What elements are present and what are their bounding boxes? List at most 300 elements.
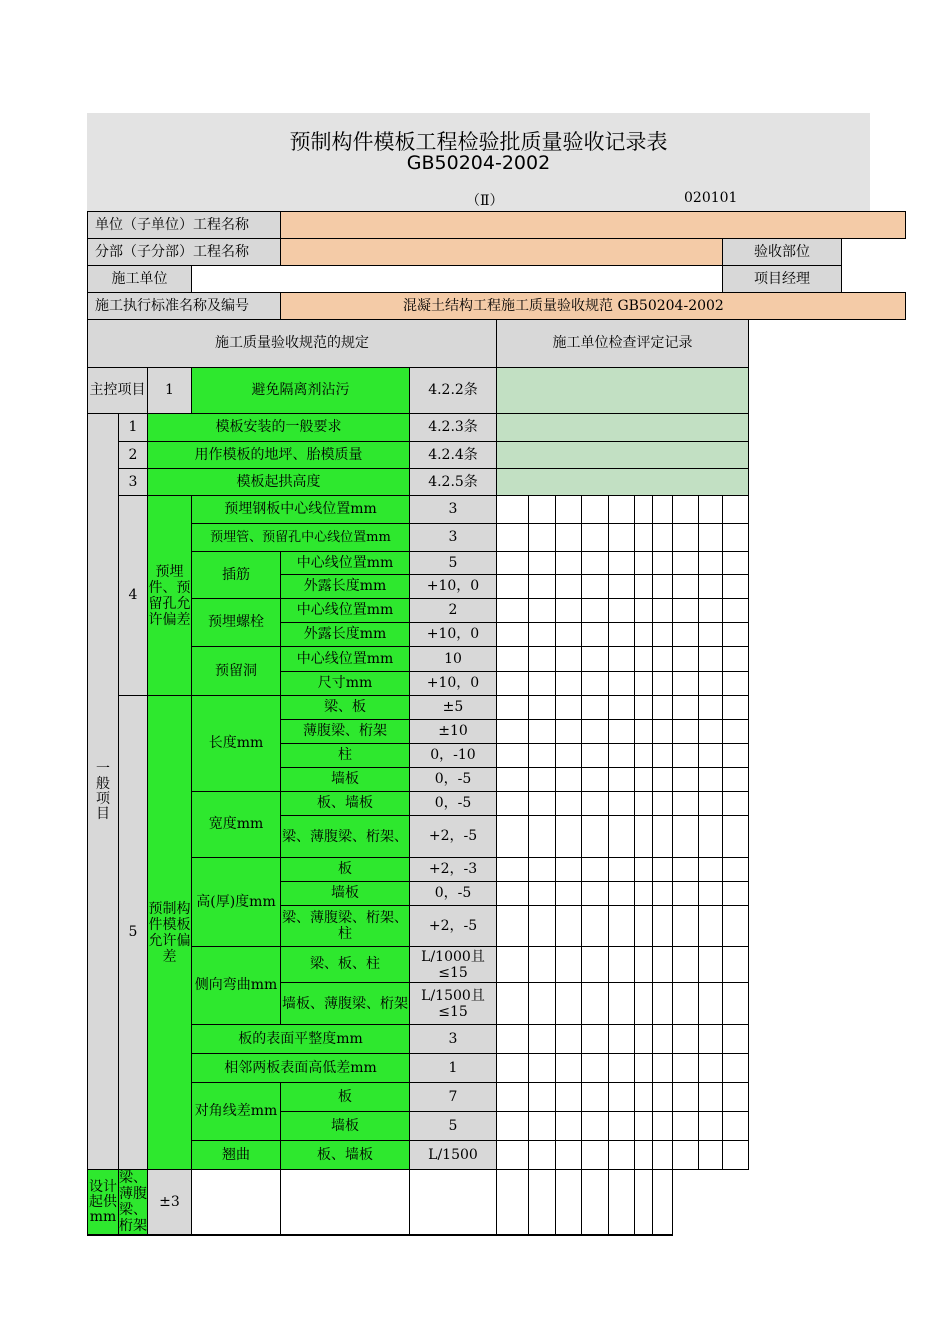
record-cell[interactable] <box>556 906 582 947</box>
record-cell[interactable] <box>635 524 653 552</box>
record-cell[interactable] <box>673 696 699 720</box>
record-cell[interactable] <box>556 947 582 983</box>
record-cell[interactable] <box>582 496 609 524</box>
record-cell[interactable] <box>635 1025 653 1054</box>
record-cell[interactable] <box>529 696 556 720</box>
record-cell[interactable] <box>653 1054 673 1083</box>
record-cell[interactable] <box>723 906 749 947</box>
record-cell[interactable] <box>582 552 609 575</box>
record-cell[interactable] <box>673 647 699 672</box>
record-cell[interactable] <box>609 552 635 575</box>
record-cell[interactable] <box>556 983 582 1025</box>
record-header: 施工单位检查评定记录 <box>497 320 749 368</box>
tolerance-value: 7 <box>410 1083 497 1112</box>
record-cell[interactable] <box>582 906 609 947</box>
record-cell[interactable] <box>529 858 556 882</box>
width-item: 宽度mm <box>192 792 281 858</box>
record-cell[interactable] <box>653 623 673 647</box>
record-cell[interactable] <box>556 1141 582 1170</box>
record-cell[interactable] <box>653 983 673 1025</box>
record-cell[interactable] <box>653 647 673 672</box>
record-cell[interactable] <box>529 1025 556 1054</box>
record-cell[interactable] <box>635 744 653 768</box>
record-cell[interactable] <box>635 623 653 647</box>
record-cell[interactable] <box>497 647 529 672</box>
record-cell[interactable] <box>556 858 582 882</box>
record-cell[interactable] <box>582 947 609 983</box>
record-cell[interactable] <box>582 983 609 1025</box>
record-cell[interactable] <box>609 744 635 768</box>
record-cell[interactable] <box>497 552 529 575</box>
record-cell[interactable] <box>723 720 749 744</box>
record-cell[interactable] <box>635 1170 653 1236</box>
record-cell[interactable] <box>699 623 723 647</box>
record-cell[interactable] <box>556 696 582 720</box>
record-cell[interactable] <box>582 792 609 816</box>
tolerance-value: 5 <box>410 1112 497 1141</box>
general-item-record[interactable] <box>497 469 749 496</box>
tolerance-value: 3 <box>410 1025 497 1054</box>
record-cell[interactable] <box>556 552 582 575</box>
record-cell[interactable] <box>673 599 699 623</box>
record-cell[interactable] <box>699 524 723 552</box>
record-cell[interactable] <box>699 906 723 947</box>
record-cell[interactable] <box>582 1083 609 1112</box>
record-cell[interactable] <box>556 1083 582 1112</box>
record-cell[interactable] <box>609 1025 635 1054</box>
record-cell[interactable] <box>673 947 699 983</box>
height-sub: 梁、薄腹梁、桁架、柱 <box>281 906 410 947</box>
record-cell[interactable] <box>635 768 653 792</box>
record-cell[interactable] <box>529 1083 556 1112</box>
record-cell[interactable] <box>723 623 749 647</box>
record-cell[interactable] <box>497 1054 529 1083</box>
record-cell[interactable] <box>635 1054 653 1083</box>
record-cell[interactable] <box>529 672 556 696</box>
record-cell[interactable] <box>529 983 556 1025</box>
record-cell[interactable] <box>410 1170 497 1236</box>
record-cell[interactable] <box>673 1083 699 1112</box>
record-cell[interactable] <box>582 623 609 647</box>
record-cell[interactable] <box>635 575 653 599</box>
main-control-record[interactable] <box>497 368 749 414</box>
record-cell[interactable] <box>582 858 609 882</box>
record-cell[interactable] <box>497 720 529 744</box>
record-cell[interactable] <box>699 947 723 983</box>
record-cell[interactable] <box>497 696 529 720</box>
record-cell[interactable] <box>653 1025 673 1054</box>
record-cell[interactable] <box>653 882 673 906</box>
record-cell[interactable] <box>723 647 749 672</box>
record-cell[interactable] <box>699 858 723 882</box>
record-cell[interactable] <box>635 947 653 983</box>
record-cell[interactable] <box>699 552 723 575</box>
record-cell[interactable] <box>609 623 635 647</box>
record-cell[interactable] <box>653 696 673 720</box>
record-cell[interactable] <box>699 647 723 672</box>
record-cell[interactable] <box>653 768 673 792</box>
record-cell[interactable] <box>497 496 529 524</box>
record-cell[interactable] <box>556 623 582 647</box>
record-cell[interactable] <box>497 768 529 792</box>
record-cell[interactable] <box>556 720 582 744</box>
record-cell[interactable] <box>653 1112 673 1141</box>
record-cell[interactable] <box>529 947 556 983</box>
record-cell[interactable] <box>723 1141 749 1170</box>
record-cell[interactable] <box>723 672 749 696</box>
record-cell[interactable] <box>529 792 556 816</box>
record-cell[interactable] <box>609 647 635 672</box>
record-cell[interactable] <box>673 623 699 647</box>
unit-project-input[interactable] <box>281 212 906 239</box>
record-cell[interactable] <box>582 696 609 720</box>
record-cell[interactable] <box>556 882 582 906</box>
record-cell[interactable] <box>723 983 749 1025</box>
record-cell[interactable] <box>723 524 749 552</box>
general-item-name: 模板起拱高度 <box>148 469 410 496</box>
tolerance-value: +2，-5 <box>410 816 497 858</box>
record-cell[interactable] <box>699 1083 723 1112</box>
record-cell[interactable] <box>582 1112 609 1141</box>
record-cell[interactable] <box>609 906 635 947</box>
general-item-record[interactable] <box>497 442 749 469</box>
record-cell[interactable] <box>582 1170 609 1236</box>
record-cell[interactable] <box>609 1083 635 1112</box>
record-cell[interactable] <box>653 599 673 623</box>
record-cell[interactable] <box>529 1170 556 1236</box>
record-cell[interactable] <box>723 882 749 906</box>
record-cell[interactable] <box>653 906 673 947</box>
record-cell[interactable] <box>699 1054 723 1083</box>
record-cell[interactable] <box>582 882 609 906</box>
record-cell[interactable] <box>673 720 699 744</box>
record-cell[interactable] <box>497 1170 529 1236</box>
record-cell[interactable] <box>609 1170 635 1236</box>
record-cell[interactable] <box>723 552 749 575</box>
record-cell[interactable] <box>723 696 749 720</box>
record-cell[interactable] <box>673 792 699 816</box>
bolt-center-sub: 中心线位置mm <box>281 599 410 623</box>
sub-project-input[interactable] <box>281 239 723 266</box>
record-cell[interactable] <box>653 575 673 599</box>
record-cell[interactable] <box>582 768 609 792</box>
record-cell[interactable] <box>556 647 582 672</box>
record-cell[interactable] <box>497 744 529 768</box>
record-cell[interactable] <box>529 552 556 575</box>
record-cell[interactable] <box>609 947 635 983</box>
record-cell[interactable] <box>653 792 673 816</box>
general-item-clause: 4.2.5条 <box>410 469 497 496</box>
record-cell[interactable] <box>556 816 582 858</box>
record-cell[interactable] <box>699 768 723 792</box>
record-cell[interactable] <box>723 496 749 524</box>
record-cell[interactable] <box>723 1083 749 1112</box>
record-cell[interactable] <box>529 647 556 672</box>
record-cell[interactable] <box>497 1083 529 1112</box>
record-cell[interactable] <box>673 983 699 1025</box>
length-sub: 墙板 <box>281 768 410 792</box>
record-cell[interactable] <box>723 744 749 768</box>
general-item-record[interactable] <box>497 414 749 442</box>
record-cell[interactable] <box>529 882 556 906</box>
pm-input[interactable] <box>842 266 906 293</box>
record-cell[interactable] <box>635 1112 653 1141</box>
record-cell[interactable] <box>673 1054 699 1083</box>
record-cell[interactable] <box>723 575 749 599</box>
record-cell[interactable] <box>192 1170 281 1236</box>
record-cell[interactable] <box>529 906 556 947</box>
length-sub: 薄腹梁、桁架 <box>281 720 410 744</box>
record-cell[interactable] <box>673 906 699 947</box>
record-cell[interactable] <box>556 1054 582 1083</box>
record-cell[interactable] <box>723 816 749 858</box>
record-cell[interactable] <box>529 496 556 524</box>
form-title: 预制构件模板工程检验批质量验收记录表 <box>289 130 668 154</box>
record-cell[interactable] <box>699 720 723 744</box>
record-cell[interactable] <box>653 552 673 575</box>
record-cell[interactable] <box>582 647 609 672</box>
tolerance-value: 2 <box>410 599 497 623</box>
record-cell[interactable] <box>556 792 582 816</box>
record-cell[interactable] <box>635 696 653 720</box>
record-cell[interactable] <box>653 720 673 744</box>
record-cell[interactable] <box>497 575 529 599</box>
record-cell[interactable] <box>497 906 529 947</box>
tolerance-value: 10 <box>410 647 497 672</box>
bend-item: 侧向弯曲mm <box>192 947 281 1025</box>
record-cell[interactable] <box>497 599 529 623</box>
record-cell[interactable] <box>529 1112 556 1141</box>
record-cell[interactable] <box>609 524 635 552</box>
bolt-item: 预埋螺栓 <box>192 599 281 647</box>
record-cell[interactable] <box>609 816 635 858</box>
record-cell[interactable] <box>529 575 556 599</box>
record-cell[interactable] <box>723 792 749 816</box>
record-cell[interactable] <box>653 1170 673 1236</box>
record-cell[interactable] <box>609 496 635 524</box>
dowel-item: 插筋 <box>192 552 281 599</box>
sub-project-label: 分部（子分部）工程名称 <box>88 239 281 266</box>
record-cell[interactable] <box>609 575 635 599</box>
record-cell[interactable] <box>582 1025 609 1054</box>
record-cell[interactable] <box>673 1025 699 1054</box>
record-cell[interactable] <box>635 1083 653 1112</box>
record-cell[interactable] <box>699 575 723 599</box>
record-cell[interactable] <box>699 792 723 816</box>
record-cell[interactable] <box>609 768 635 792</box>
record-cell[interactable] <box>699 599 723 623</box>
record-cell[interactable] <box>582 599 609 623</box>
record-cell[interactable] <box>609 720 635 744</box>
record-cell[interactable] <box>497 792 529 816</box>
record-cell[interactable] <box>653 496 673 524</box>
record-cell[interactable] <box>609 599 635 623</box>
record-cell[interactable] <box>582 1054 609 1083</box>
record-cell[interactable] <box>699 672 723 696</box>
record-cell[interactable] <box>609 1112 635 1141</box>
record-cell[interactable] <box>673 575 699 599</box>
record-cell[interactable] <box>635 792 653 816</box>
record-cell[interactable] <box>723 947 749 983</box>
record-cell[interactable] <box>673 496 699 524</box>
record-cell[interactable] <box>723 1112 749 1141</box>
group5-no: 5 <box>119 696 148 1170</box>
record-cell[interactable] <box>673 672 699 696</box>
record-cell[interactable] <box>673 1112 699 1141</box>
record-cell[interactable] <box>529 1141 556 1170</box>
record-cell[interactable] <box>529 599 556 623</box>
record-cell[interactable] <box>673 858 699 882</box>
record-cell[interactable] <box>699 1025 723 1054</box>
record-cell[interactable] <box>609 858 635 882</box>
width-sub: 板、墙板 <box>281 792 410 816</box>
warp-sub: 板、墙板 <box>281 1141 410 1170</box>
record-cell[interactable] <box>556 1025 582 1054</box>
warp-item: 翘曲 <box>192 1141 281 1170</box>
record-cell[interactable] <box>699 983 723 1025</box>
tolerance-value: 3 <box>410 496 497 524</box>
record-cell[interactable] <box>582 816 609 858</box>
record-cell[interactable] <box>635 906 653 947</box>
tolerance-value: 1 <box>410 1054 497 1083</box>
record-cell[interactable] <box>723 599 749 623</box>
record-cell[interactable] <box>556 496 582 524</box>
group4-label: 预埋件、预留孔允许偏差 <box>148 496 192 696</box>
record-cell[interactable] <box>673 768 699 792</box>
record-cell[interactable] <box>699 744 723 768</box>
record-cell[interactable] <box>497 524 529 552</box>
record-cell[interactable] <box>529 623 556 647</box>
record-cell[interactable] <box>635 858 653 882</box>
record-cell[interactable] <box>673 816 699 858</box>
main-control-clause: 4.2.2条 <box>410 368 497 414</box>
record-cell[interactable] <box>609 696 635 720</box>
record-cell[interactable] <box>653 947 673 983</box>
record-cell[interactable] <box>635 647 653 672</box>
record-cell[interactable] <box>556 599 582 623</box>
record-cell[interactable] <box>609 1141 635 1170</box>
record-cell[interactable] <box>582 720 609 744</box>
record-cell[interactable] <box>653 1141 673 1170</box>
record-cell[interactable] <box>582 672 609 696</box>
record-cell[interactable] <box>582 744 609 768</box>
record-cell[interactable] <box>699 882 723 906</box>
record-cell[interactable] <box>673 882 699 906</box>
record-cell[interactable] <box>699 696 723 720</box>
record-cell[interactable] <box>635 816 653 858</box>
record-cell[interactable] <box>635 882 653 906</box>
record-cell[interactable] <box>529 816 556 858</box>
record-cell[interactable] <box>529 1054 556 1083</box>
record-cell[interactable] <box>556 575 582 599</box>
record-cell[interactable] <box>723 1025 749 1054</box>
record-cell[interactable] <box>653 524 673 552</box>
record-cell[interactable] <box>281 1170 410 1236</box>
contractor-input[interactable] <box>192 266 723 293</box>
general-item-no: 2 <box>119 442 148 469</box>
bolt-length-sub: 外露长度mm <box>281 623 410 647</box>
record-cell[interactable] <box>497 882 529 906</box>
record-cell[interactable] <box>529 768 556 792</box>
record-cell[interactable] <box>635 720 653 744</box>
record-cell[interactable] <box>556 672 582 696</box>
accept-part-label: 验收部位 <box>723 239 842 266</box>
record-cell[interactable] <box>497 1025 529 1054</box>
standard-code: GB50204-2002 <box>406 152 551 174</box>
record-cell[interactable] <box>723 768 749 792</box>
record-cell[interactable] <box>653 816 673 858</box>
diagonal-sub: 板 <box>281 1083 410 1112</box>
record-cell[interactable] <box>582 524 609 552</box>
record-cell[interactable] <box>497 947 529 983</box>
record-cell[interactable] <box>609 882 635 906</box>
record-cell[interactable] <box>635 496 653 524</box>
bend-sub: 墙板、薄腹梁、桁架 <box>281 983 410 1025</box>
record-cell[interactable] <box>529 744 556 768</box>
record-cell[interactable] <box>673 552 699 575</box>
record-cell[interactable] <box>635 983 653 1025</box>
record-cell[interactable] <box>699 1112 723 1141</box>
record-cell[interactable] <box>582 575 609 599</box>
record-cell[interactable] <box>497 858 529 882</box>
record-cell[interactable] <box>556 524 582 552</box>
accept-part-input[interactable] <box>842 239 906 266</box>
record-cell[interactable] <box>582 1141 609 1170</box>
tolerance-value: L/1500 <box>410 1141 497 1170</box>
record-cell[interactable] <box>497 623 529 647</box>
record-cell[interactable] <box>653 744 673 768</box>
record-cell[interactable] <box>529 720 556 744</box>
record-cell[interactable] <box>673 1141 699 1170</box>
record-cell[interactable] <box>529 524 556 552</box>
record-cell[interactable] <box>699 496 723 524</box>
record-cell[interactable] <box>723 1054 749 1083</box>
record-cell[interactable] <box>635 672 653 696</box>
record-cell[interactable] <box>497 1141 529 1170</box>
record-cell[interactable] <box>699 1141 723 1170</box>
record-cell[interactable] <box>609 672 635 696</box>
tolerance-value: +10，0 <box>410 672 497 696</box>
record-cell[interactable] <box>635 599 653 623</box>
record-cell[interactable] <box>609 792 635 816</box>
tolerance-value: L/1500且≤15 <box>410 983 497 1025</box>
record-cell[interactable] <box>653 1083 673 1112</box>
record-cell[interactable] <box>497 816 529 858</box>
record-cell[interactable] <box>673 744 699 768</box>
record-cell[interactable] <box>497 1112 529 1141</box>
record-cell[interactable] <box>556 768 582 792</box>
record-cell[interactable] <box>699 816 723 858</box>
record-cell[interactable] <box>556 744 582 768</box>
record-cell[interactable] <box>635 1141 653 1170</box>
record-cell[interactable] <box>635 552 653 575</box>
record-cell[interactable] <box>609 1054 635 1083</box>
main-control-label: 主控项目 <box>88 368 148 414</box>
record-cell[interactable] <box>723 858 749 882</box>
record-cell[interactable] <box>556 1170 582 1236</box>
record-cell[interactable] <box>653 672 673 696</box>
length-sub: 柱 <box>281 744 410 768</box>
record-cell[interactable] <box>497 672 529 696</box>
record-cell[interactable] <box>673 524 699 552</box>
standard-value[interactable]: 混凝土结构工程施工质量验收规范 GB50204-2002 <box>281 293 906 320</box>
record-cell[interactable] <box>497 983 529 1025</box>
record-cell[interactable] <box>653 858 673 882</box>
tolerance-value: 0，-5 <box>410 882 497 906</box>
form-variant: （Ⅱ） <box>466 193 504 209</box>
record-cell[interactable] <box>556 1112 582 1141</box>
record-cell[interactable] <box>609 983 635 1025</box>
